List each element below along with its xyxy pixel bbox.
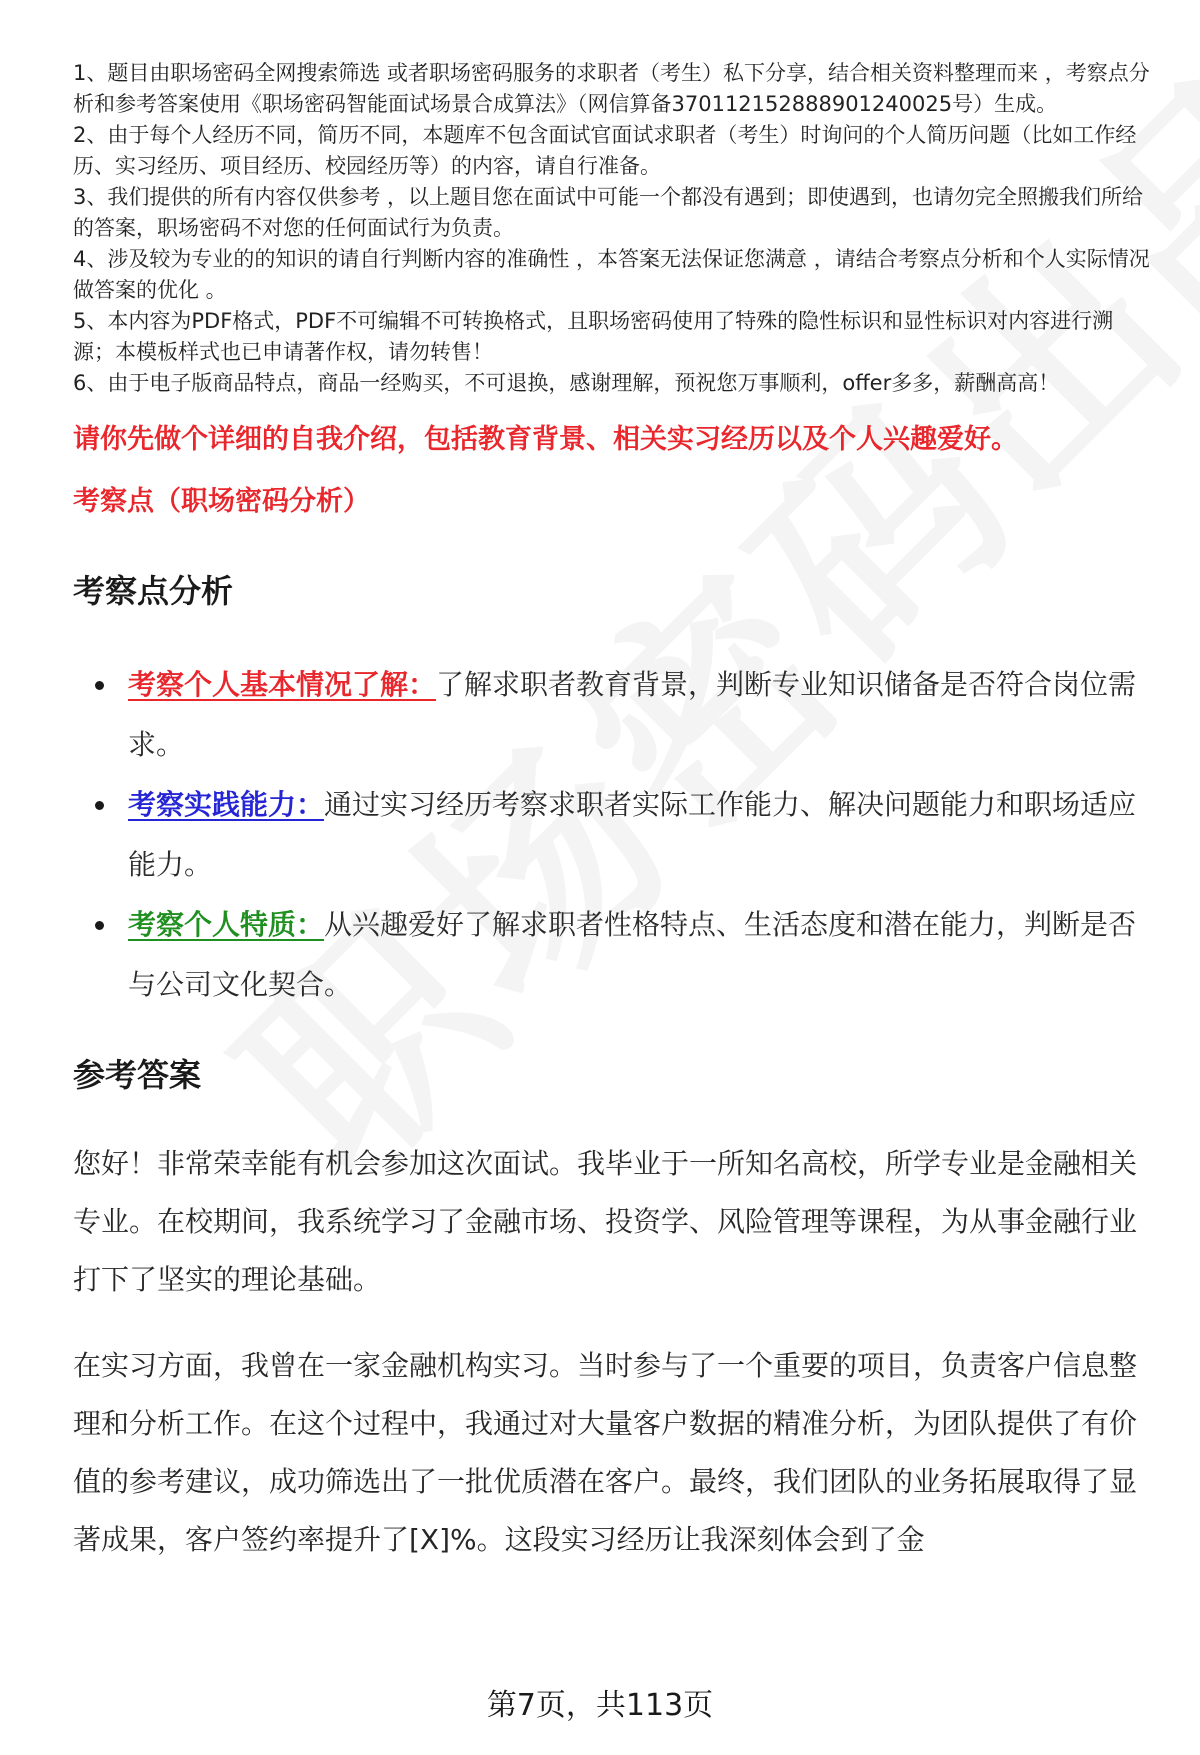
analysis-item-text: 从兴趣爱好了解求职者性格特点、生活态度和潜在能力，判断是否与公司文化契合。: [128, 908, 1137, 1001]
answer-heading: 参考答案: [73, 1056, 202, 1094]
notice-item: 3、我们提供的所有内容仅供参考 ，以上题目您在面试中可能一个都没有遇到；即使遇到，也请勿完全照搬我们所给的答案，职场密码不对您的任何面试行为负责。: [73, 185, 1144, 240]
interview-question: 请你先做个详细的自我介绍，包括教育背景、相关实习经历以及个人兴趣爱好。: [73, 424, 1018, 455]
bullet-dot-icon: [95, 801, 104, 810]
analysis-item: [73, 775, 1153, 895]
bullet-dot-icon: [95, 921, 104, 930]
analysis-item: [73, 895, 1153, 1015]
answer-paragraph: 在实习方面，我曾在一家金融机构实习。当时参与了一个重要的项目，负责客户信息整理和分析工作。在这个过程中，我通过对大量客户数据的精准分析，为团队提供了有价值的参考建议，成功筛选出了一批优质潜在客户。最终，我们团队的业务拓展取得了显著成果，客户签约率提升了[X]%。这段实习经历让我深刻体会到了金: [73, 1349, 1138, 1556]
analysis-item-label: 考察个人特质：: [128, 908, 325, 941]
notice-item: 1、题目由职场密码全网搜索筛选 或者职场密码服务的求职者（考生）私下分享，结合相关资料整理而来 ，考察点分析和参考答案使用《职场密码智能面试场景合成算法》（网信算备370112152888901240025号）生成。: [73, 61, 1150, 116]
notice-item: 4、涉及较为专业的的知识的请自行判断内容的准确性 ，本答案无法保证您满意 ，请结合考察点分析和个人实际情况做答案的优化 。: [73, 247, 1150, 302]
analysis-item: [73, 655, 1153, 775]
notice-item: 6、由于电子版商品特点，商品一经购买，不可退换，感谢理解，预祝您万事顺利，offer多多，薪酬高高！: [73, 371, 1060, 395]
page-number: 第7页，共113页: [486, 1688, 714, 1723]
bullet-dot-icon: [95, 681, 104, 690]
page-content: [73, 58, 1153, 1597]
notice-list: [73, 58, 1153, 399]
answer-paragraph: 您好！非常荣幸能有机会参加这次面试。我毕业于一所知名高校，所学专业是金融相关专业。在校期间，我系统学习了金融市场、投资学、风险管理等课程，为从事金融行业打下了坚实的理论基础。: [73, 1147, 1138, 1296]
analysis-item-label: 考察实践能力：: [128, 788, 325, 821]
analysis-item-label: 考察个人基本情况了解：: [128, 668, 437, 701]
analysis-list: [73, 655, 1153, 1015]
analysis-item-text: 通过实习经历考察求职者实际工作能力、解决问题能力和职场适应能力。: [128, 788, 1137, 881]
answer-body: [73, 1135, 1153, 1569]
notice-item: 2、由于每个人经历不同，简历不同，本题库不包含面试官面试求职者（考生）时询问的个人简历问题（比如工作经历、实习经历、项目经历、校园经历等）的内容，请自行准备。: [73, 123, 1137, 178]
notice-item: 5、本内容为PDF格式，PDF不可编辑不可转换格式，且职场密码使用了特殊的隐性标识和显性标识对内容进行溯源；本模板样式也已申请著作权，请勿转售！: [73, 309, 1114, 364]
analysis-item-text: 了解求职者教育背景，判断专业知识储备是否符合岗位需求。: [128, 668, 1137, 761]
analysis-heading: 考察点分析: [73, 572, 234, 610]
point-title: 考察点（职场密码分析）: [73, 486, 370, 517]
